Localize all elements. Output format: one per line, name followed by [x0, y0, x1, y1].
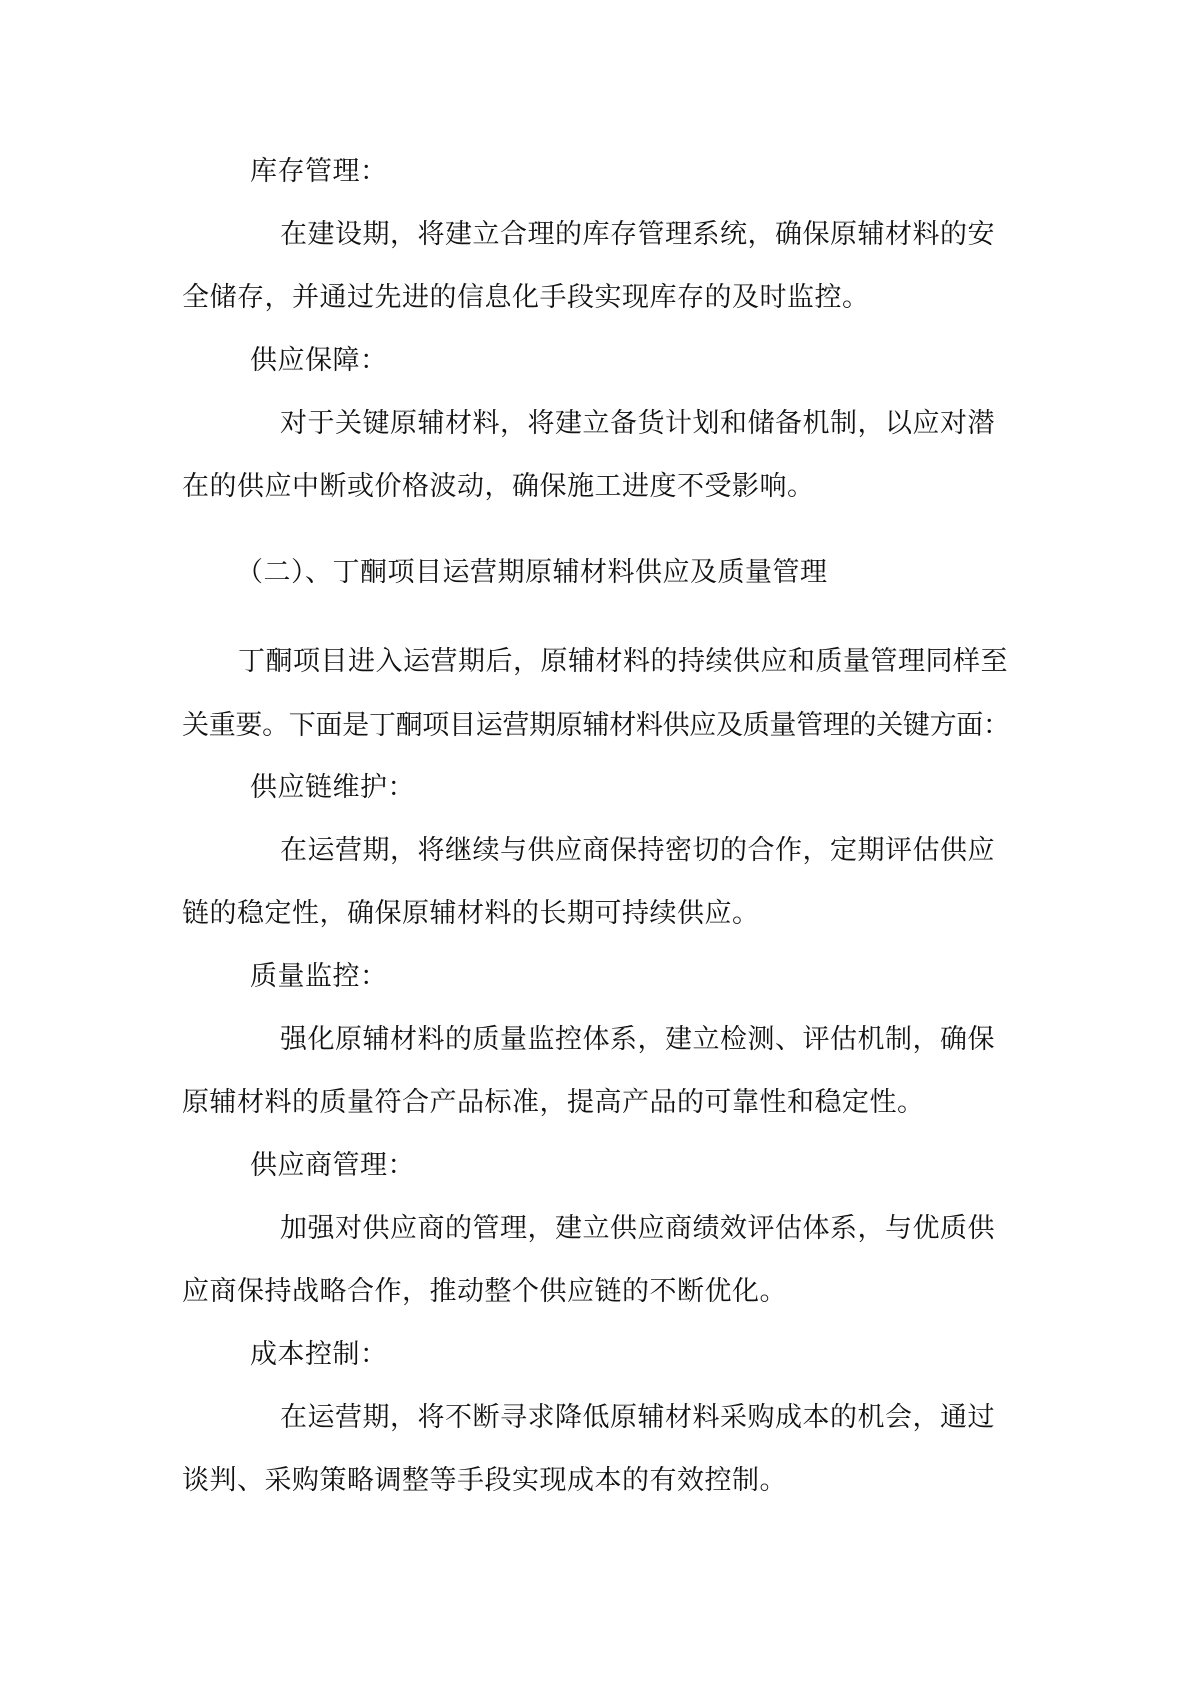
paragraph-line: 加强对供应商的管理，建立供应商绩效评估体系，与优质供	[280, 1213, 995, 1244]
section-heading-supply-guarantee: 供应保障：	[250, 345, 388, 376]
paragraph-line: 在运营期，将继续与供应商保持密切的合作，定期评估供应	[280, 835, 995, 866]
section-heading-supply-chain: 供应链维护：	[250, 772, 415, 803]
paragraph-line: 应商保持战略合作，推动整个供应链的不断优化。	[182, 1276, 787, 1307]
intro-line: 关重要。下面是丁酮项目运营期原辅材料供应及质量管理的关键方面：	[182, 710, 1010, 741]
section-heading-inventory: 库存管理：	[250, 156, 388, 187]
section-heading-quality: 质量监控：	[250, 961, 388, 992]
paragraph-line: 全储存，并通过先进的信息化手段实现库存的及时监控。	[182, 282, 870, 313]
paragraph-line: 在的供应中断或价格波动，确保施工进度不受影响。	[182, 471, 815, 502]
intro-line: 丁酮项目进入运营期后，原辅材料的持续供应和质量管理同样至	[238, 646, 1008, 677]
paragraph-line: 强化原辅材料的质量监控体系，建立检测、评估机制，确保	[280, 1024, 995, 1055]
section-heading-cost: 成本控制：	[250, 1339, 388, 1370]
paragraph-line: 对于关键原辅材料，将建立备货计划和储备机制，以应对潜	[280, 408, 995, 439]
section-heading-supplier: 供应商管理：	[250, 1150, 415, 1181]
paragraph-line: 在运营期，将不断寻求降低原辅材料采购成本的机会，通过	[280, 1402, 995, 1433]
chapter-title: （二）、丁酮项目运营期原辅材料供应及质量管理	[236, 557, 828, 588]
paragraph-line: 在建设期，将建立合理的库存管理系统，确保原辅材料的安	[280, 219, 995, 250]
paragraph-line: 原辅材料的质量符合产品标准，提高产品的可靠性和稳定性。	[182, 1087, 925, 1118]
paragraph-line: 谈判、采购策略调整等手段实现成本的有效控制。	[182, 1465, 787, 1496]
paragraph-line: 链的稳定性，确保原辅材料的长期可持续供应。	[182, 898, 760, 929]
